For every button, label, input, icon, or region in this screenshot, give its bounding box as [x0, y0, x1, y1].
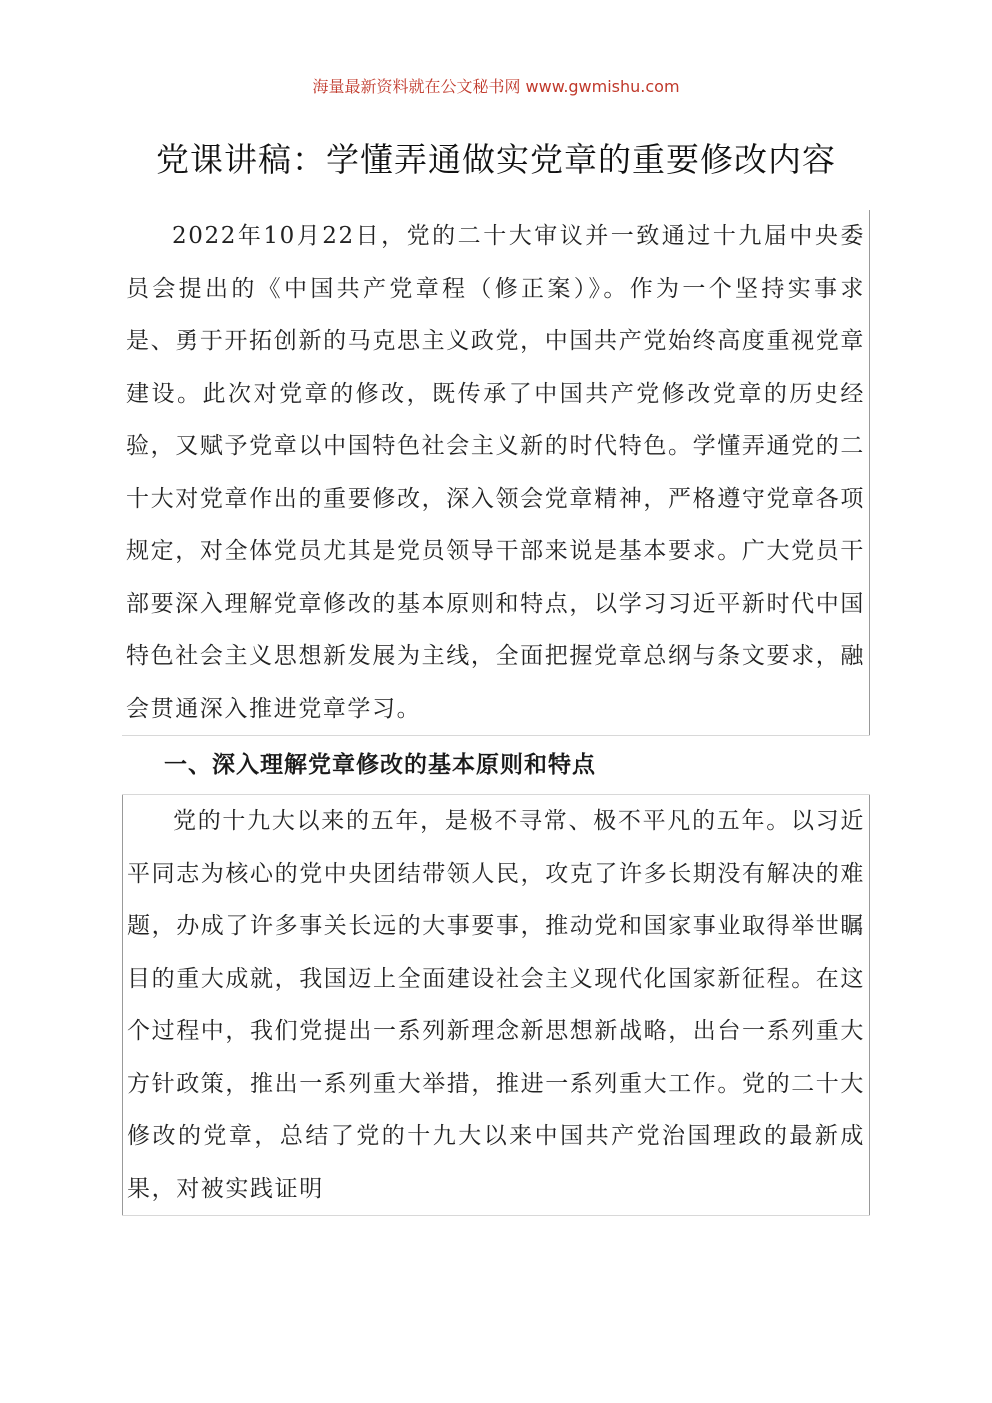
document-body [122, 210, 870, 1216]
intro-paragraph: 2022年10月22日，党的二十大审议并一致通过十九届中央委员会提出的《中国共产党章程（修正案）》。作为一个坚持实事求是、勇于开拓创新的马克思主义政党，中国共产党始终高度重视党章建设。此次对党章的修改，既传承了中国共产党修改党章的历史经验，又赋予党章以中国特色社会主义新的时代特色。学懂弄通党的二十大对党章作出的重要修改，深入领会党章精神，严格遵守党章各项规定，对全体党员尤其是党员领导干部来说是基本要求。广大党员干部要深入理解党章修改的基本原则和特点，以学习习近平新时代中国特色社会主义思想新发展为主线，全面把握党章总纲与条文要求，融会贯通深入推进党章学习。 [122, 210, 870, 735]
section-1-paragraph: 党的十九大以来的五年，是极不寻常、极不平凡的五年。以习近平同志为核心的党中央团结带领人民，攻克了许多长期没有解决的难题，办成了许多事关长远的大事要事，推动党和国家事业取得举世瞩目的重大成就，我国迈上全面建设社会主义现代化国家新征程。在这个过程中，我们党提出一系列新理念新思想新战略，出台一系列重大方针政策，推出一系列重大举措，推进一系列重大工作。党的二十大修改的党章，总结了党的十九大以来中国共产党治国理政的最新成果，对被实践证明 [122, 795, 870, 1215]
section-heading-1: 一、深入理解党章修改的基本原则和特点 [164, 752, 596, 778]
header-website-link[interactable]: 海量最新资料就在公文秘书网 www.gwmishu.com [312, 77, 680, 96]
document-title: 党课讲稿：学懂弄通做实党章的重要修改内容 [156, 140, 836, 179]
divider-line [122, 1215, 870, 1216]
